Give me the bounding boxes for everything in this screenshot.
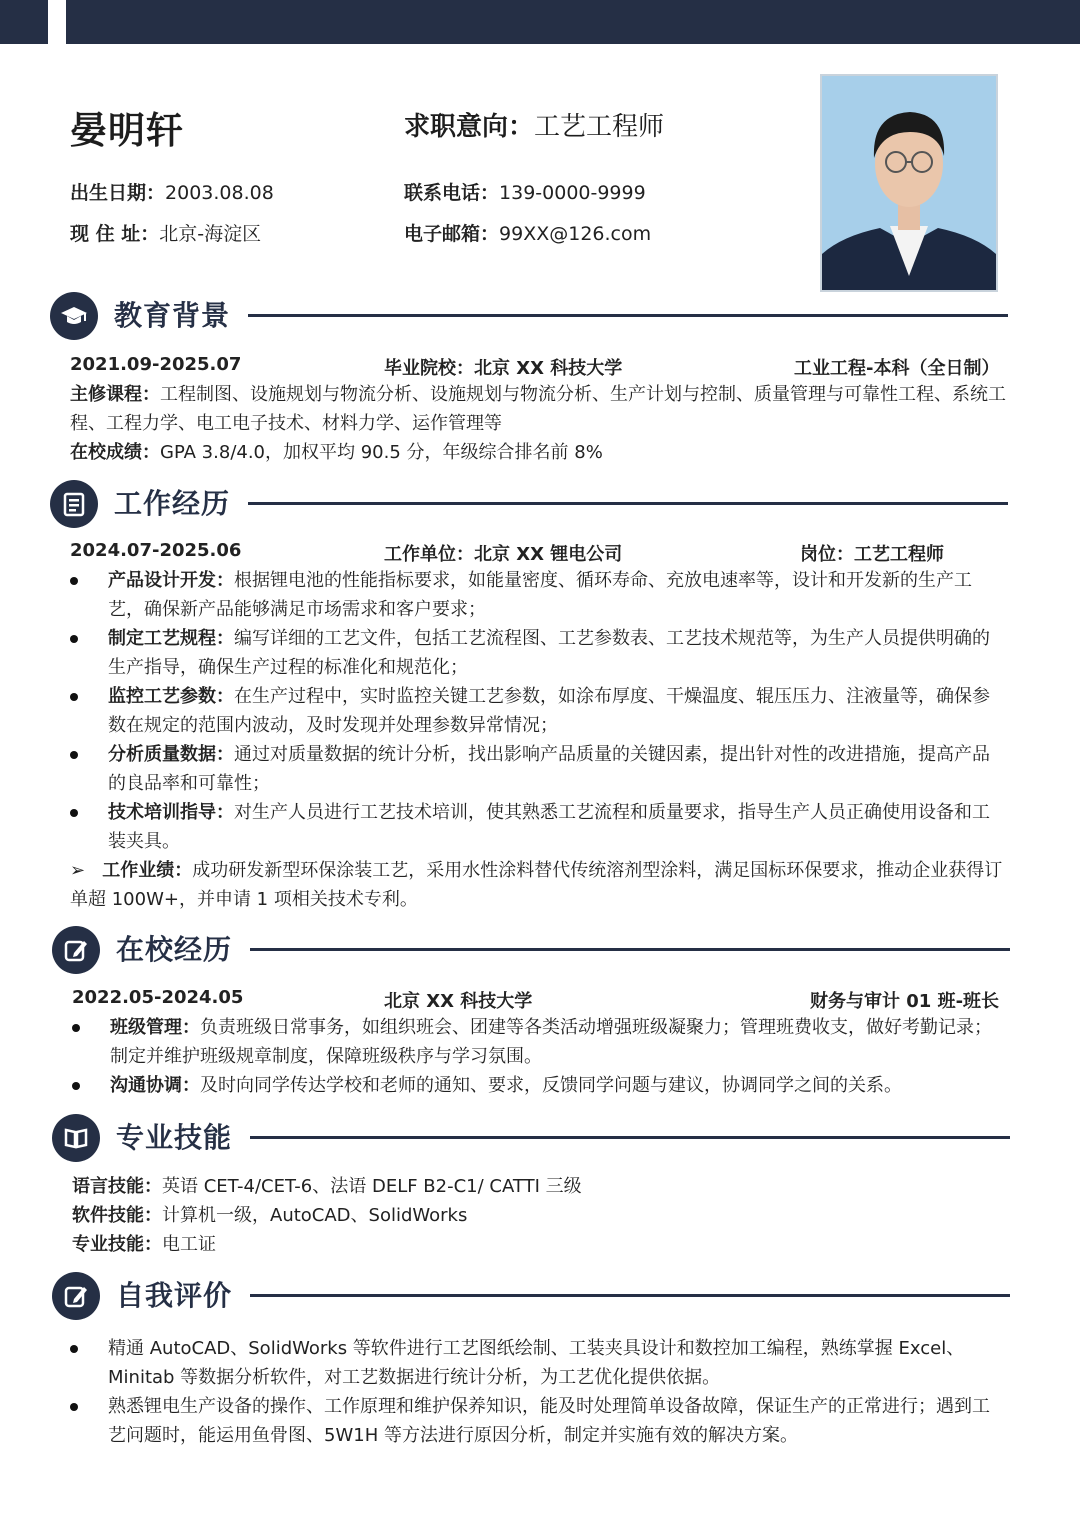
duty-text: 编写详细的工艺文件，包括工艺流程图、工艺参数表、工艺技术规范等，为生产人员提供明确的生产指导，确保生产过程的标准化和规范化；	[108, 628, 990, 678]
education-school	[384, 354, 622, 380]
section-divider	[250, 1294, 1010, 1297]
skill-value: 电工证	[162, 1234, 216, 1255]
bullet-dot	[70, 1403, 78, 1411]
education-period-text: 2021.09-2025.07	[70, 354, 242, 375]
address-label: 现 住 址：	[70, 223, 160, 245]
work-section-header	[50, 480, 1010, 536]
email	[404, 219, 651, 246]
courses-value: 工程制图、设施规划与物流分析、设施规划与物流分析、生产计划与控制、质量管理与可靠性工程、系统工程、工程力学、电工电子技术、材料力学、运作管理等	[70, 384, 1006, 434]
campus-duty-item	[72, 1013, 1005, 1071]
email-value: 99XX@126.com	[499, 223, 652, 245]
work-period	[70, 540, 241, 561]
email-label: 电子邮箱：	[404, 223, 500, 245]
grades-value: GPA 3.8/4.0，加权平均 90.5 分，年级综合排名前 8%	[160, 442, 603, 463]
section-divider	[250, 1136, 1010, 1139]
duty-label: 技术培训指导：	[108, 802, 234, 823]
education-grades	[70, 438, 1010, 467]
campus-org	[384, 987, 532, 1013]
self-eval-text: 精通 AutoCAD、SolidWorks 等软件进行工艺图纸绘制、工装夹具设计和数控加工编程，熟练掌握 Excel、Minitab 等数据分析软件，对工艺数据进行统计分析，为工艺优化提供依据。	[108, 1338, 965, 1388]
self-eval-item	[70, 1334, 1005, 1392]
campus-period-text: 2022.05-2024.05	[72, 987, 244, 1008]
section-divider	[248, 314, 1008, 317]
birth-value: 2003.08.08	[165, 182, 274, 204]
duty-text: 在生产过程中，实时监控关键工艺参数，如涂布厚度、干燥温度、辊压压力、注液量等，确保参数在规定的范围内波动，及时发现并处理参数异常情况；	[108, 686, 990, 736]
self-eval-item	[70, 1392, 1005, 1450]
achievement-text: 成功研发新型环保涂装工艺，采用水性涂料替代传统溶剂型涂料，满足国标环保要求，推动企业获得订单超 100W+，并申请 1 项相关技术专利。	[70, 860, 1003, 910]
clipboard-icon	[50, 480, 98, 528]
campus-org-text: 北京 XX 科技大学	[384, 991, 533, 1012]
skill-value: 计算机一级，AutoCAD、SolidWorks	[162, 1205, 468, 1226]
work-position	[800, 540, 944, 566]
candidate-name: 晏明轩	[70, 109, 184, 152]
header-bar-left	[0, 0, 48, 44]
bullet-dot	[70, 751, 78, 759]
address-value: 北京-海淀区	[159, 223, 262, 245]
skill-language	[72, 1172, 582, 1198]
skill-label: 软件技能：	[72, 1205, 162, 1226]
bullet-dot	[72, 1082, 80, 1090]
education-period	[70, 354, 241, 375]
bullet-dot	[70, 1345, 78, 1353]
campus-role	[810, 987, 999, 1013]
campus-title: 在校经历	[116, 933, 233, 966]
phone-label: 联系电话：	[404, 182, 500, 204]
arrow-bullet-icon: ➢	[70, 860, 86, 881]
grades-label: 在校成绩：	[70, 442, 160, 463]
skill-professional	[72, 1230, 216, 1256]
address	[70, 219, 261, 246]
work-company-text: 工作单位：北京 XX 锂电公司	[384, 544, 623, 565]
duty-text: 根据锂电池的性能指标要求，如能量密度、循环寿命、充放电速率等，设计和开发新的生产工艺，确保新产品能够满足市场需求和客户要求；	[108, 570, 972, 620]
skill-label: 语言技能：	[72, 1176, 162, 1197]
work-title: 工作经历	[114, 487, 231, 520]
duty-label: 沟通协调：	[110, 1075, 200, 1096]
work-period-text: 2024.07-2025.06	[70, 540, 242, 561]
job-intent	[404, 106, 664, 143]
work-duty-item	[70, 682, 1005, 740]
book-icon	[52, 1114, 100, 1162]
campus-section-header	[52, 926, 1012, 982]
education-title: 教育背景	[114, 299, 231, 332]
duty-text: 及时向同学传达学校和老师的通知、要求，反馈同学问题与建议，协调同学之间的关系。	[200, 1075, 902, 1096]
self-eval-text: 熟悉锂电生产设备的操作、工作原理和维护保养知识，能及时处理简单设备故障，保证生产的正常进行；遇到工艺问题时，能运用鱼骨图、5W1H 等方法进行原因分析，制定并实施有效的解决方案。	[108, 1396, 990, 1446]
work-position-text: 岗位：工艺工程师	[800, 544, 944, 565]
skill-value: 英语 CET-4/CET-6、法语 DELF B2-C1/ CATTI 三级	[162, 1176, 582, 1197]
birth-date	[70, 178, 274, 205]
education-major-text: 工业工程-本科（全日制）	[794, 358, 1000, 379]
duty-text: 通过对质量数据的统计分析，找出影响产品质量的关键因素，提出针对性的改进措施，提高产品的良品率和可靠性；	[108, 744, 990, 794]
self-eval-section-header	[52, 1272, 1012, 1328]
self-eval-title: 自我评价	[116, 1279, 233, 1312]
edit-icon	[52, 926, 100, 974]
duty-label: 班级管理：	[110, 1017, 200, 1038]
work-duty-item	[70, 740, 1005, 798]
education-courses	[70, 380, 1010, 438]
job-intent-label: 求职意向：	[404, 112, 535, 142]
campus-duty-item	[72, 1071, 1005, 1100]
skill-label: 专业技能：	[72, 1234, 162, 1255]
skills-section-header	[52, 1114, 1012, 1170]
profile-photo	[820, 74, 998, 292]
duty-label: 分析质量数据：	[108, 744, 234, 765]
education-major	[794, 354, 999, 380]
section-divider	[250, 948, 1010, 951]
birth-label: 出生日期：	[70, 182, 166, 204]
bullet-dot	[70, 577, 78, 585]
campus-period	[72, 987, 243, 1008]
work-achievement	[70, 856, 1005, 914]
bullet-dot	[70, 693, 78, 701]
skills-title: 专业技能	[116, 1121, 233, 1154]
campus-role-text: 财务与审计 01 班-班长	[810, 991, 1000, 1012]
duty-label: 产品设计开发：	[108, 570, 234, 591]
work-duty-item	[70, 566, 1005, 624]
bullet-dot	[70, 635, 78, 643]
education-section-header	[50, 292, 1010, 348]
section-divider	[248, 502, 1008, 505]
work-duty-item	[70, 624, 1005, 682]
duty-label: 监控工艺参数：	[108, 686, 234, 707]
achievement-label: 工作业绩：	[102, 860, 193, 881]
pen-icon	[52, 1272, 100, 1320]
bullet-dot	[72, 1024, 80, 1032]
duty-text: 对生产人员进行工艺技术培训，使其熟悉工艺流程和质量要求，指导生产人员正确使用设备和工装夹具。	[108, 802, 990, 852]
duty-text: 负责班级日常事务，如组织班会、团建等各类活动增强班级凝聚力；管理班费收支，做好考勤记录；制定并维护班级规章制度，保障班级秩序与学习氛围。	[110, 1017, 992, 1067]
phone	[404, 178, 646, 205]
duty-label: 制定工艺规程：	[108, 628, 234, 649]
education-school-text: 毕业院校：北京 XX 科技大学	[384, 358, 623, 379]
job-intent-value: 工艺工程师	[534, 112, 665, 142]
skill-software	[72, 1201, 467, 1227]
header-bar	[66, 0, 1080, 44]
work-company	[384, 540, 622, 566]
phone-value: 139-0000-9999	[499, 182, 646, 204]
bullet-dot	[70, 809, 78, 817]
graduation-cap-icon	[50, 292, 98, 340]
work-duty-item	[70, 798, 1005, 856]
courses-label: 主修课程：	[70, 384, 160, 405]
